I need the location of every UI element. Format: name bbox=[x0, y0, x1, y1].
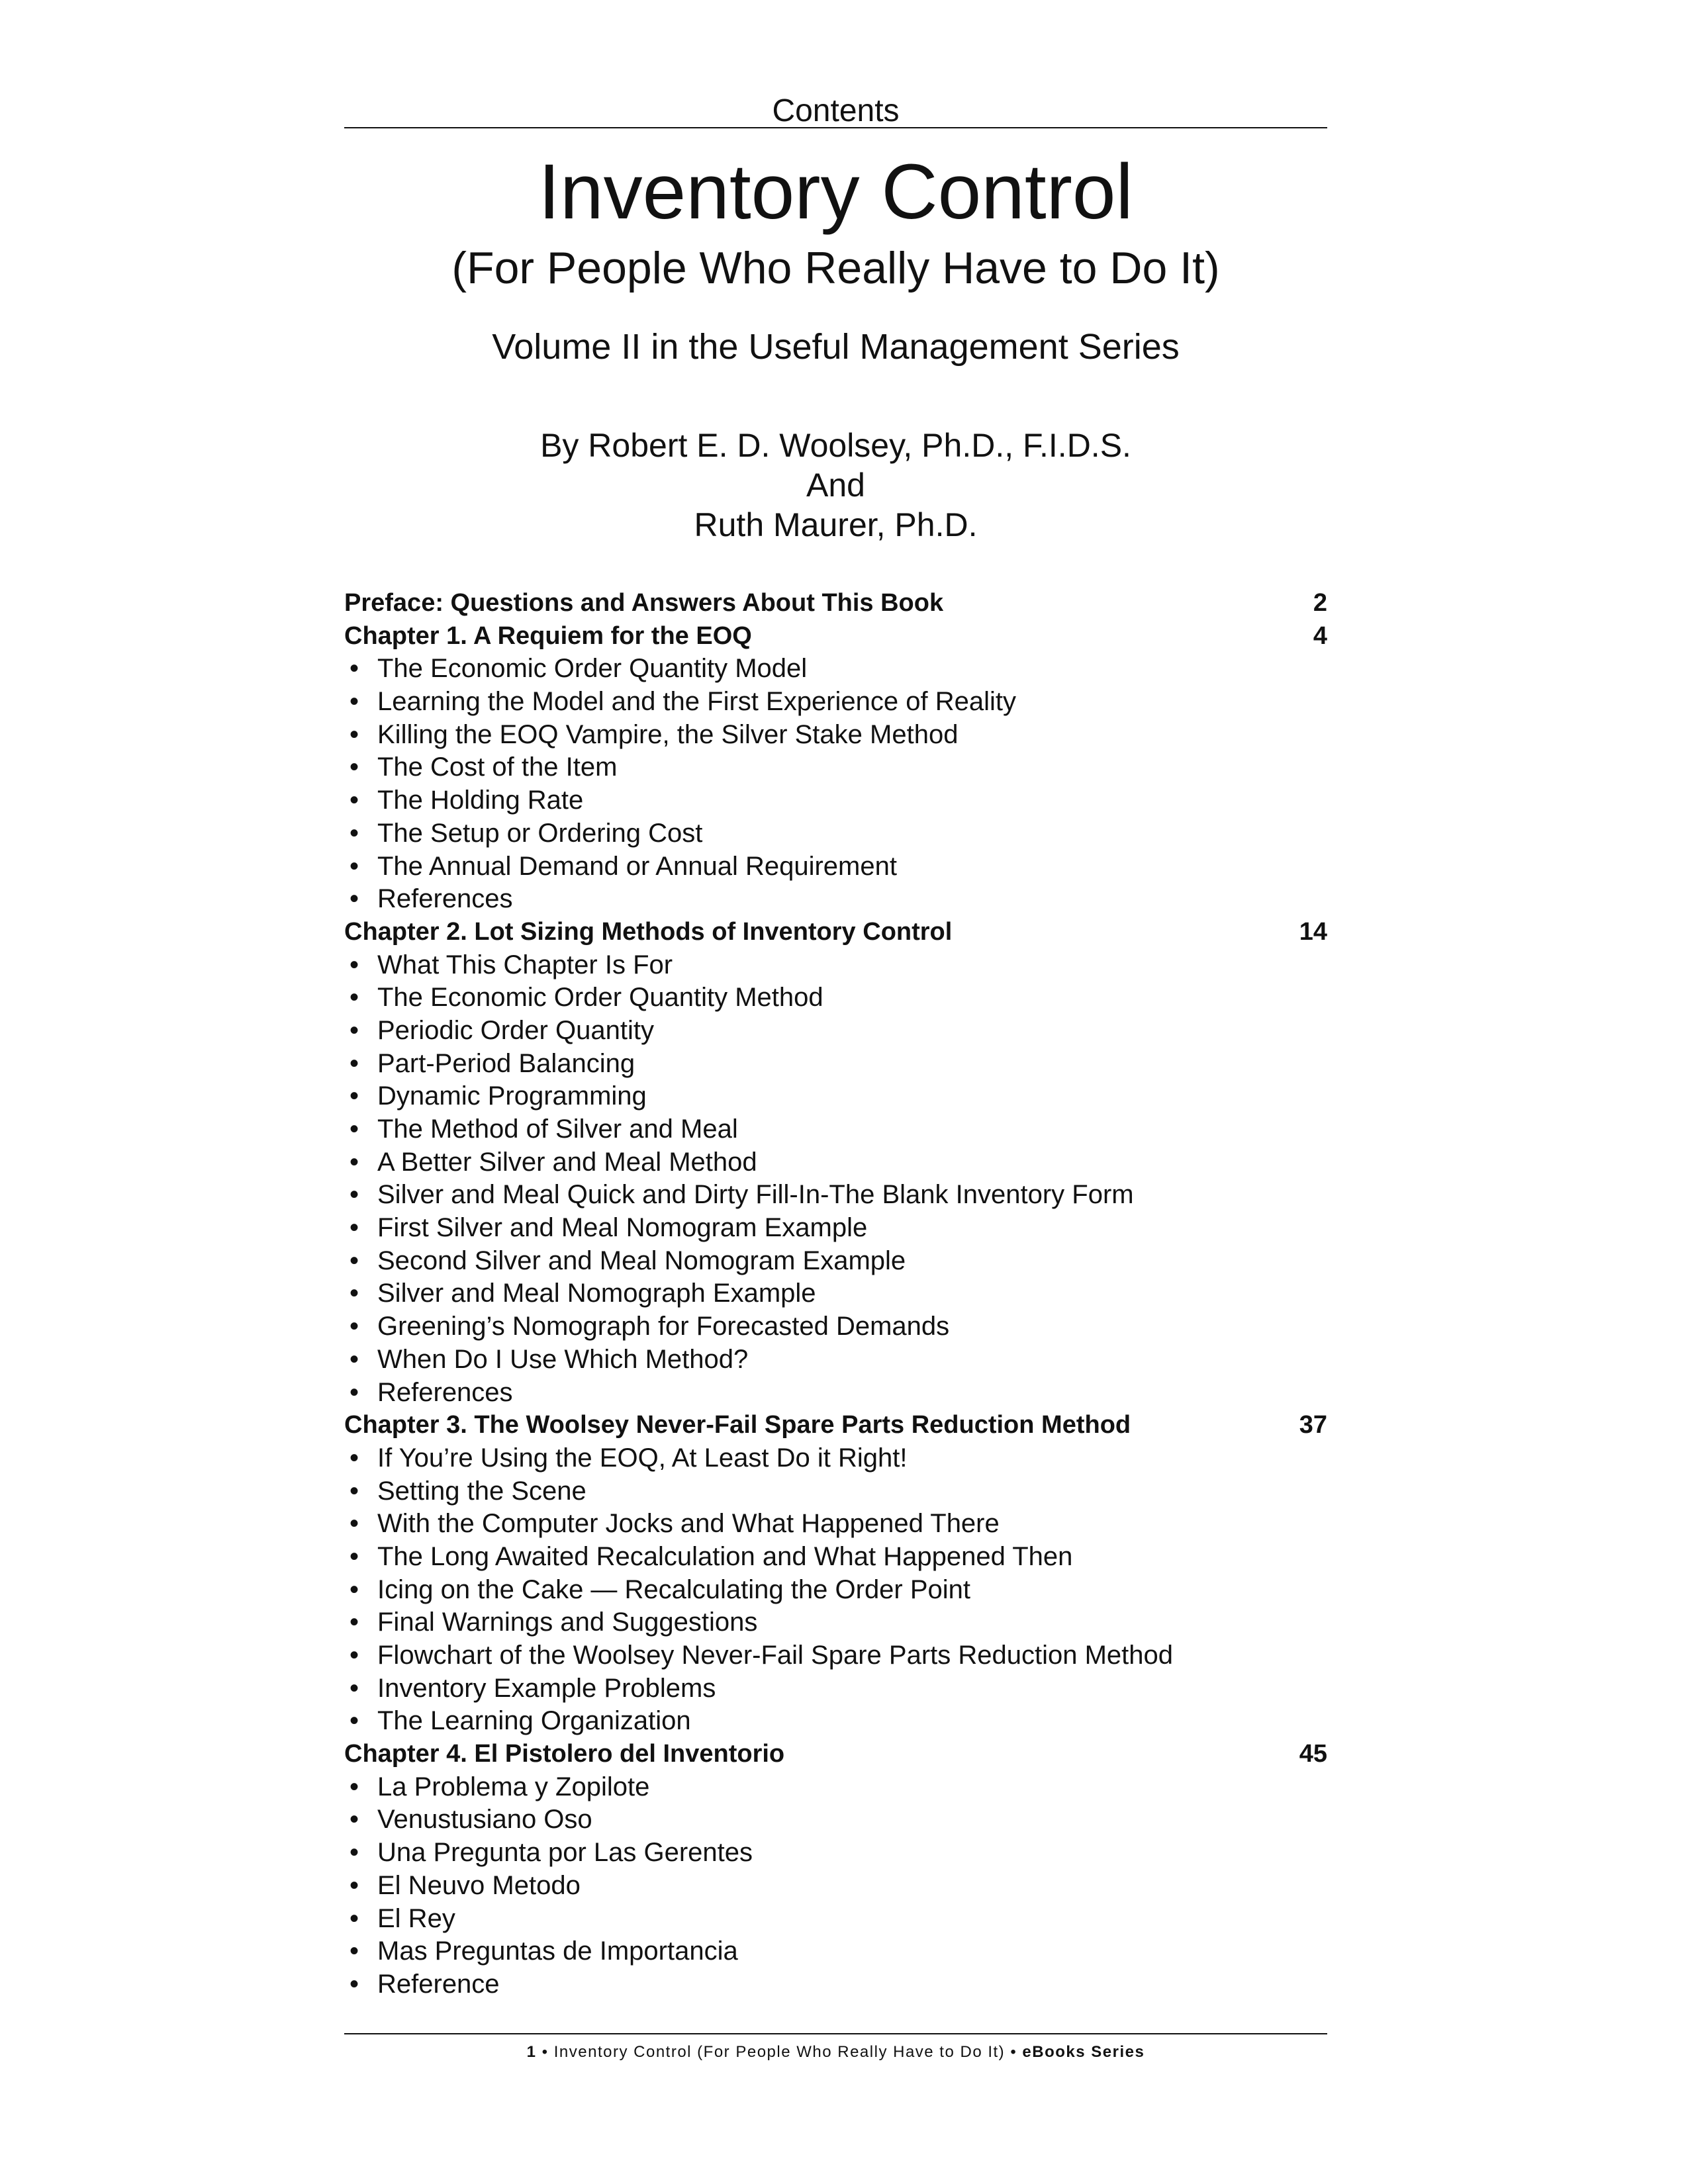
book-subtitle: (For People Who Really Have to Do It) bbox=[451, 243, 1220, 293]
bullet-icon: • bbox=[350, 1377, 359, 1407]
toc-entry-label: Part-Period Balancing bbox=[377, 1048, 635, 1078]
bullet-icon: • bbox=[350, 1509, 359, 1539]
toc-entry-label: Mas Preguntas de Importancia bbox=[377, 1936, 738, 1966]
toc-section-entry bbox=[344, 784, 1327, 817]
toc-section-entry bbox=[344, 719, 1327, 752]
bullet-icon: • bbox=[350, 1279, 359, 1308]
toc-entry-label: The Setup or Ordering Cost bbox=[377, 818, 703, 848]
bullet-icon: • bbox=[350, 1081, 359, 1111]
toc-page-number: 45 bbox=[1299, 1740, 1327, 1768]
toc-section-entry bbox=[344, 1672, 1327, 1706]
bullet-icon: • bbox=[350, 1344, 359, 1374]
footer-separator-2: • bbox=[1010, 2043, 1017, 2061]
bullet-icon: • bbox=[350, 1608, 359, 1637]
toc-section-entry bbox=[344, 1442, 1327, 1475]
toc-entry-label: Silver and Meal Nomograph Example bbox=[377, 1279, 816, 1308]
bullet-icon: • bbox=[350, 1969, 359, 1999]
toc-entry-label: The Economic Order Quantity Method bbox=[377, 983, 823, 1013]
bullet-icon: • bbox=[350, 1443, 359, 1473]
author-line-2: And bbox=[806, 467, 865, 504]
toc-entry-label: El Neuvo Metodo bbox=[377, 1870, 581, 1900]
toc-section-entry bbox=[344, 883, 1327, 916]
toc-page-number: 4 bbox=[1313, 621, 1327, 650]
toc-section-entry bbox=[344, 1277, 1327, 1310]
toc-entry-label: El Rey bbox=[377, 1903, 455, 1933]
toc-chapter-entry bbox=[344, 1738, 1327, 1771]
bullet-icon: • bbox=[350, 950, 359, 979]
bullet-icon: • bbox=[350, 1213, 359, 1243]
bullet-icon: • bbox=[350, 1476, 359, 1506]
toc-section-entry bbox=[344, 1837, 1327, 1870]
toc-section-entry bbox=[344, 949, 1327, 982]
toc-section-entry bbox=[344, 1179, 1327, 1212]
bullet-icon: • bbox=[350, 851, 359, 881]
toc-entry-label: La Problema y Zopilote bbox=[377, 1772, 650, 1801]
toc-entry-label: The Method of Silver and Meal bbox=[377, 1115, 738, 1144]
toc-section-entry bbox=[344, 1705, 1327, 1738]
footer-page-number: 1 bbox=[526, 2043, 537, 2061]
toc-section-entry bbox=[344, 1377, 1327, 1410]
toc-entry-label: Chapter 3. The Woolsey Never-Fail Spare Parts Reduction Method bbox=[344, 1411, 1131, 1439]
authors-block bbox=[344, 426, 1327, 545]
toc-entry-label: When Do I Use Which Method? bbox=[377, 1344, 749, 1374]
bullet-icon: • bbox=[350, 786, 359, 815]
toc-section-entry bbox=[344, 1541, 1327, 1574]
toc-entry-label: Chapter 1. A Requiem for the EOQ bbox=[344, 621, 752, 650]
toc-entry-label: Final Warnings and Suggestions bbox=[377, 1608, 758, 1637]
toc-section-entry bbox=[344, 1245, 1327, 1278]
toc-entry-label: The Economic Order Quantity Model bbox=[377, 654, 808, 684]
bullet-icon: • bbox=[350, 1903, 359, 1933]
series-line: Volume II in the Useful Management Series bbox=[492, 327, 1180, 367]
toc-entry-label: Dynamic Programming bbox=[377, 1081, 647, 1111]
bullet-icon: • bbox=[350, 1641, 359, 1670]
toc-entry-label: Flowchart of the Woolsey Never-Fail Spare Parts Reduction Method bbox=[377, 1641, 1174, 1670]
toc-section-entry bbox=[344, 686, 1327, 719]
toc-section-entry bbox=[344, 1146, 1327, 1179]
bullet-icon: • bbox=[350, 752, 359, 782]
toc-entry-label: Greening’s Nomograph for Forecasted Demands bbox=[377, 1312, 950, 1342]
bullet-icon: • bbox=[350, 1706, 359, 1736]
toc-entry-label: The Long Awaited Recalculation and What Happened Then bbox=[377, 1541, 1073, 1571]
toc-page-number: 14 bbox=[1299, 917, 1327, 946]
toc-entry-label: Periodic Order Quantity bbox=[377, 1015, 654, 1045]
toc-entry-label: References bbox=[377, 884, 513, 914]
toc-entry-label: Reference bbox=[377, 1969, 500, 1999]
bullet-icon: • bbox=[350, 983, 359, 1013]
toc-entry-label: Killing the EOQ Vampire, the Silver Stake Method bbox=[377, 719, 959, 749]
bullet-icon: • bbox=[350, 1015, 359, 1045]
toc-section-entry bbox=[344, 817, 1327, 850]
toc-section-entry bbox=[344, 1048, 1327, 1081]
toc-section-entry bbox=[344, 1015, 1327, 1048]
toc-entry-label: Learning the Model and the First Experience of Reality bbox=[377, 687, 1016, 717]
bullet-icon: • bbox=[350, 1541, 359, 1571]
toc-section-entry bbox=[344, 1968, 1327, 2001]
toc-entry-label: What This Chapter Is For bbox=[377, 950, 673, 979]
bullet-icon: • bbox=[350, 1312, 359, 1342]
toc-section-entry bbox=[344, 1639, 1327, 1672]
toc-chapter-entry bbox=[344, 620, 1327, 653]
footer-separator-1: • bbox=[541, 2043, 549, 2061]
toc-entry-label: Setting the Scene bbox=[377, 1476, 586, 1506]
page-footer bbox=[344, 2042, 1327, 2062]
toc-entry-label: Chapter 2. Lot Sizing Methods of Inventory Control bbox=[344, 917, 953, 946]
toc-entry-label: References bbox=[377, 1377, 513, 1407]
toc-section-entry bbox=[344, 1935, 1327, 1968]
bullet-icon: • bbox=[350, 1246, 359, 1275]
bullet-icon: • bbox=[350, 1772, 359, 1801]
toc-section-entry bbox=[344, 1870, 1327, 1903]
bullet-icon: • bbox=[350, 719, 359, 749]
header-rule bbox=[344, 127, 1327, 128]
toc-section-entry bbox=[344, 1606, 1327, 1639]
bullet-icon: • bbox=[350, 1048, 359, 1078]
toc-page-number: 2 bbox=[1313, 589, 1327, 617]
toc-section-entry bbox=[344, 1508, 1327, 1541]
toc-section-entry bbox=[344, 1343, 1327, 1377]
running-header: Contents bbox=[772, 93, 900, 128]
footer-series: eBooks Series bbox=[1022, 2043, 1145, 2061]
toc-section-entry bbox=[344, 1310, 1327, 1343]
toc-section-entry bbox=[344, 1212, 1327, 1245]
toc-entry-label: With the Computer Jocks and What Happened There bbox=[377, 1509, 1000, 1539]
toc-chapter-entry bbox=[344, 1409, 1327, 1442]
toc-section-entry bbox=[344, 751, 1327, 784]
toc-entry-label: The Annual Demand or Annual Requirement bbox=[377, 851, 897, 881]
toc-entry-label: Preface: Questions and Answers About This Book bbox=[344, 589, 944, 617]
bullet-icon: • bbox=[350, 1574, 359, 1604]
toc-section-entry bbox=[344, 1771, 1327, 1804]
toc-section-entry bbox=[344, 981, 1327, 1015]
footer-book-title: Inventory Control (For People Who Really Have to Do It) bbox=[553, 2043, 1006, 2061]
bullet-icon: • bbox=[350, 1673, 359, 1703]
toc-entry-label: The Holding Rate bbox=[377, 786, 584, 815]
bullet-icon: • bbox=[350, 884, 359, 914]
toc-section-entry bbox=[344, 1113, 1327, 1146]
bullet-icon: • bbox=[350, 818, 359, 848]
toc-section-entry bbox=[344, 653, 1327, 686]
bullet-icon: • bbox=[350, 1115, 359, 1144]
toc-chapter-entry bbox=[344, 916, 1327, 949]
toc-entry-label: Icing on the Cake — Recalculating the Order Point bbox=[377, 1574, 971, 1604]
bullet-icon: • bbox=[350, 654, 359, 684]
footer-rule bbox=[344, 2033, 1327, 2034]
toc-entry-label: Silver and Meal Quick and Dirty Fill-In-The Blank Inventory Form bbox=[377, 1180, 1134, 1210]
bullet-icon: • bbox=[350, 1805, 359, 1835]
author-line-3: Ruth Maurer, Ph.D. bbox=[694, 506, 978, 543]
bullet-icon: • bbox=[350, 1147, 359, 1177]
toc-entry-label: Venustusiano Oso bbox=[377, 1805, 592, 1835]
toc-entry-label: The Cost of the Item bbox=[377, 752, 618, 782]
bullet-icon: • bbox=[350, 1838, 359, 1868]
bullet-icon: • bbox=[350, 687, 359, 717]
toc-section-entry bbox=[344, 850, 1327, 884]
toc-entry-label: Chapter 4. El Pistolero del Inventorio bbox=[344, 1740, 785, 1768]
table-of-contents bbox=[344, 587, 1327, 2001]
bullet-icon: • bbox=[350, 1870, 359, 1900]
toc-entry-label: Second Silver and Meal Nomogram Example bbox=[377, 1246, 906, 1275]
author-line-1: By Robert E. D. Woolsey, Ph.D., F.I.D.S. bbox=[540, 427, 1131, 464]
bullet-icon: • bbox=[350, 1180, 359, 1210]
toc-entry-label: Una Pregunta por Las Gerentes bbox=[377, 1838, 753, 1868]
toc-entry-label: Inventory Example Problems bbox=[377, 1673, 716, 1703]
toc-section-entry bbox=[344, 1903, 1327, 1936]
toc-entry-label: First Silver and Meal Nomogram Example bbox=[377, 1213, 868, 1243]
toc-section-entry bbox=[344, 1803, 1327, 1837]
bullet-icon: • bbox=[350, 1936, 359, 1966]
toc-section-entry bbox=[344, 1475, 1327, 1508]
book-title: Inventory Control bbox=[538, 148, 1133, 236]
toc-section-entry bbox=[344, 1080, 1327, 1113]
toc-chapter-entry bbox=[344, 587, 1327, 620]
toc-entry-label: A Better Silver and Meal Method bbox=[377, 1147, 757, 1177]
toc-section-entry bbox=[344, 1574, 1327, 1607]
toc-entry-label: If You’re Using the EOQ, At Least Do it Right! bbox=[377, 1443, 908, 1473]
toc-entry-label: The Learning Organization bbox=[377, 1706, 691, 1736]
toc-page-number: 37 bbox=[1299, 1411, 1327, 1439]
